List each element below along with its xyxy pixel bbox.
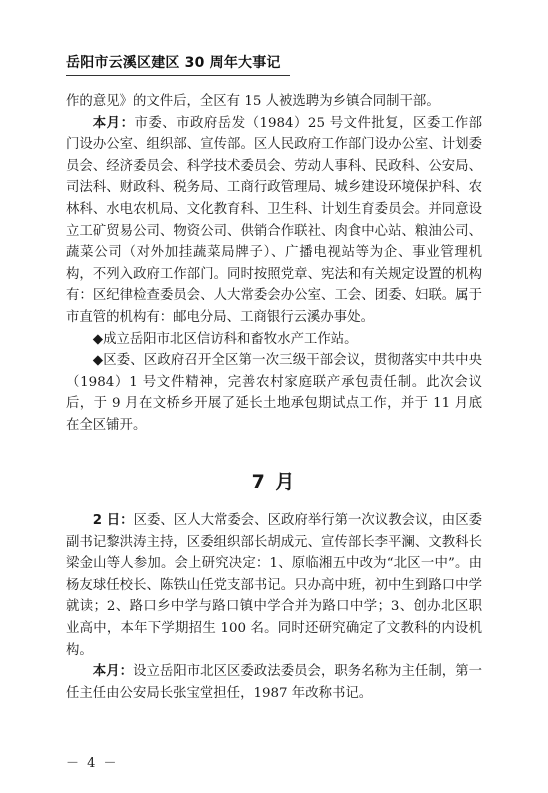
- paragraph-body: ◆区委、区政府召开全区第一次三级干部会议，贯彻落实中共中央（1984）1 号文件精神，完善农村家庭联产承包责任制。此次会议后，于 9 月在文桥乡开展了延长土地承包期试点工作，并于 11 月底在全区铺开。: [66, 353, 482, 433]
- paragraph-bullet-cadre-meeting: [66, 350, 482, 436]
- paragraph-lead: 本月：: [92, 664, 134, 680]
- paragraph-body: 作的意见》的文件后，全区有 15 人被选聘为乡镇合同制干部。: [66, 94, 440, 109]
- paragraph-july-2: [66, 510, 482, 661]
- text-block-before-july: [66, 91, 482, 437]
- paragraph-body: 区委、区人大常委会、区政府举行第一次议教会议，由区委副书记黎洪涛主持，区委组织部长胡成元、宣传部长李平澜、文教科长梁金山等人参加。会上研究决定：1、原临湘五中改为“北区一中”。由杨友球任校长、陈铁山任党支部书记。只办高中班，初中生到路口中学就读；2、路口乡中学与路口镇中学合并为路口中学；3、创办北区职业高中，本年下学期招生 100 名。同时还研究确定了文教科的内设机构。: [66, 513, 482, 658]
- page-number: － 4 －: [66, 756, 119, 771]
- paragraph-lead: 本月：: [92, 115, 135, 131]
- header-rule: [66, 75, 290, 76]
- paragraph-july-this-month: [66, 661, 482, 704]
- month-heading-july: 7 月: [251, 471, 297, 493]
- paragraph-body: 设立岳阳市北区区委政法委员会，职务名称为主任制，第一任主任由公安局长张宝堂担任，1987 年改称书记。: [66, 664, 482, 701]
- text-block-july: [66, 510, 482, 704]
- paragraph-bullet-petition-office: [66, 329, 482, 351]
- paragraph-body: ◆成立岳阳市北区信访科和畜牧水产工作站。: [92, 331, 358, 347]
- paragraph-lead: 2 日：: [92, 513, 134, 528]
- running-header: 岳阳市云溪区建区 30 周年大事记: [66, 55, 281, 71]
- paragraph-body: 市委、市政府岳发（1984）25 号文件批复，区委工作部门设办公室、组织部、宣传部。区人民政府工作部门设办公室、计划委员会、经济委员会、科学技术委员会、劳动人事科、民政科、公安局、司法科、财政科、税务局、工商行政管理局、城乡建设环境保护科、农林科、水电农机局、文化教育科、卫生科、计划生育委员会。并同意设立工矿贸易公司、物资公司、供销合作联社、肉食中心站、粮油公司、蔬菜公司（对外加挂蔬菜局牌子）、广播电视站等为企、事业管理机构，不列入政府工作部门。同时按照党章、宪法和有关规定设置的机构有：区纪律检查委员会、人大常委会办公室、工会、团委、妇联。属于市直管的机构有：邮电分局、工商银行云溪办事处。: [66, 115, 483, 325]
- paragraph-continuation: [66, 91, 482, 113]
- paragraph-this-month-institutions: [66, 113, 482, 329]
